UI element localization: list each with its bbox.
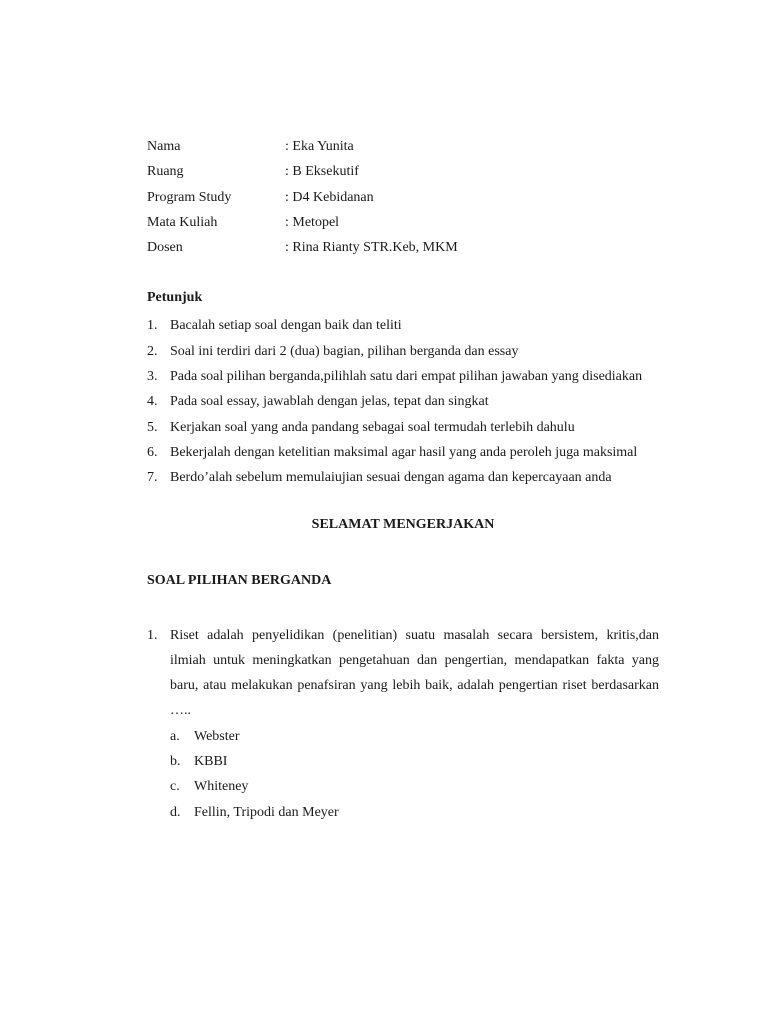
list-text: Bekerjalah dengan ketelitian maksimal agar hasil yang anda peroleh juga maksimal	[170, 444, 638, 460]
list-number: 1.	[147, 318, 158, 334]
answer-option-b	[170, 749, 659, 774]
option-letter: a.	[170, 728, 180, 744]
info-value: : Metopel	[285, 214, 340, 230]
info-label: Program Study	[147, 189, 232, 205]
info-value: : Rina Rianty STR.Keb, MKM	[285, 240, 458, 256]
question-item	[147, 623, 659, 825]
answer-option-d	[170, 800, 659, 825]
info-label: Ruang	[147, 164, 184, 180]
info-row-nama	[147, 137, 659, 162]
option-letter: d.	[170, 804, 181, 820]
greeting-heading: SELAMAT MENGERJAKAN	[311, 516, 495, 532]
option-letter: b.	[170, 754, 181, 770]
list-item	[147, 465, 659, 490]
option-text: Webster	[194, 728, 240, 744]
list-text: Pada soal pilihan berganda,pilihlah satu dari empat pilihan jawaban yang disediakan	[170, 369, 643, 385]
question-number: 1.	[147, 627, 158, 643]
option-text: Whiteney	[194, 779, 249, 795]
answer-option-c	[170, 774, 659, 799]
document-page	[147, 137, 659, 825]
info-value: : B Eksekutif	[285, 164, 359, 180]
option-letter: c.	[170, 779, 180, 795]
answer-option-a	[170, 724, 659, 749]
list-item	[147, 389, 659, 414]
list-text: Berdo’alah sebelum memulaiujian sesuai dengan agama dan kepercayaan anda	[170, 470, 612, 486]
info-label: Mata Kuliah	[147, 214, 218, 230]
list-number: 6.	[147, 444, 158, 460]
list-item	[147, 415, 659, 440]
list-number: 2.	[147, 343, 158, 359]
list-item	[147, 440, 659, 465]
question-body	[170, 623, 659, 825]
list-text: Soal ini terdiri dari 2 (dua) bagian, pilihan berganda dan essay	[170, 343, 519, 359]
info-value: : D4 Kebidanan	[285, 189, 374, 205]
list-number: 3.	[147, 369, 158, 385]
list-text: Bacalah setiap soal dengan baik dan teliti	[170, 318, 402, 334]
instructions-list	[147, 313, 659, 490]
list-number: 4.	[147, 394, 158, 410]
info-value: : Eka Yunita	[285, 139, 354, 154]
multiple-choice-heading: SOAL PILIHAN BERGANDA	[147, 572, 332, 588]
info-row-program-study	[147, 188, 659, 213]
list-item	[147, 364, 659, 389]
answer-options	[170, 724, 659, 825]
info-row-mata-kuliah	[147, 213, 659, 238]
question-list	[147, 623, 659, 825]
info-row-ruang	[147, 162, 659, 187]
list-text: Pada soal essay, jawablah dengan jelas, tepat dan singkat	[170, 394, 489, 410]
list-item	[147, 313, 659, 338]
question-text: Riset adalah penyelidikan (penelitian) suatu masalah secara bersistem, kritis,dan ilmiah untuk meningkatkan pengetahuan dan pengertian, mendapatkan fakta yang baru, atau melakukan penafsiran yang lebih baik, adalah pengertian riset berdasarkan …..	[170, 627, 659, 719]
instructions-heading: Petunjuk	[147, 290, 203, 306]
info-row-dosen	[147, 238, 659, 263]
option-text: KBBI	[194, 754, 228, 770]
list-number: 7.	[147, 470, 158, 486]
student-info	[147, 137, 659, 263]
info-label: Dosen	[147, 240, 183, 256]
list-number: 5.	[147, 419, 158, 435]
list-item	[147, 339, 659, 364]
info-label: Nama	[147, 139, 181, 154]
list-text: Kerjakan soal yang anda pandang sebagai soal termudah terlebih dahulu	[170, 419, 575, 435]
option-text: Fellin, Tripodi dan Meyer	[194, 804, 339, 820]
